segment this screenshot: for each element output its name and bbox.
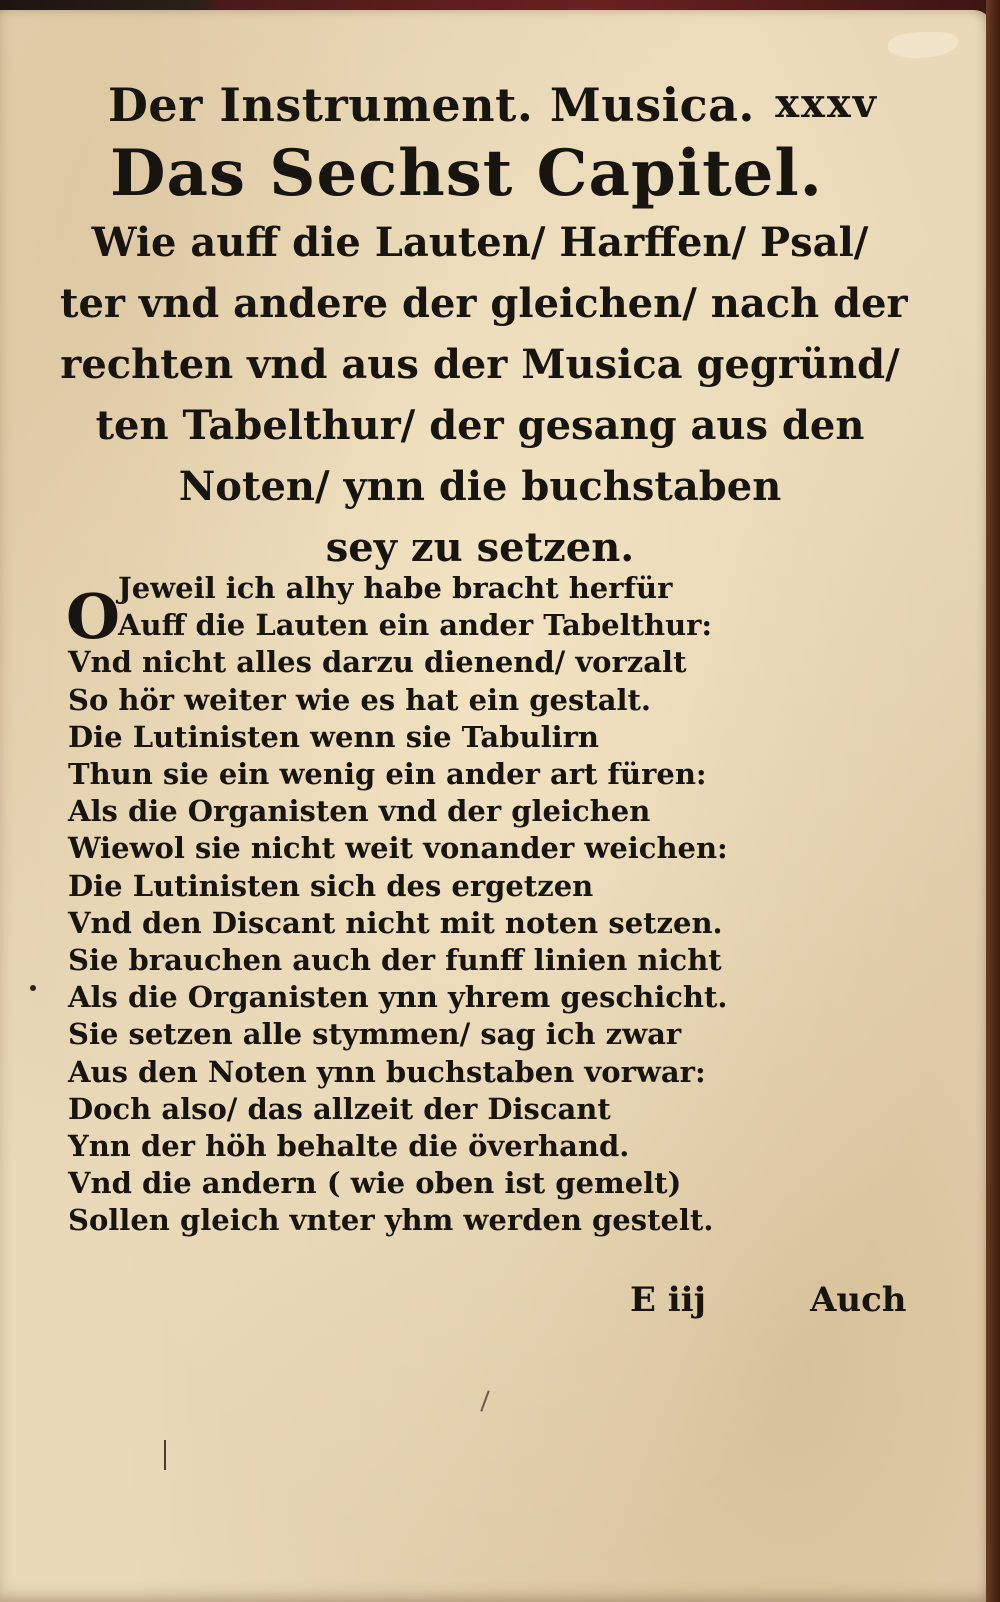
verse-line: Wiewol sie nicht weit vonander weichen: [68,831,728,866]
catchword: Auch [810,1280,907,1320]
chapter-heading: Das Sechst Capitel. [110,136,823,211]
subtitle-line: Wie auff die Lauten/ Harffen/ Psal/ [91,219,869,266]
signature-mark: E iij [630,1280,706,1320]
running-head [108,78,878,140]
verse-line: Aus den Noten ynn buchstaben vorwar: [68,1054,706,1089]
verse-line: Vnd die andern ( wie oben ist gemelt) [68,1166,682,1201]
verse-line: Sollen gleich vnter yhm werden gestelt. [68,1203,714,1238]
verse-line: So hör weiter wie es hat ein gestalt. [68,682,652,717]
subtitle-line: ten Tabelthur/ der gesang aus den [95,402,865,449]
running-title: Der Instrument. Musica. [108,78,755,132]
verse-line: Sie setzen alle stymmen/ sag ich zwar [68,1017,682,1052]
verse-line: Vnd den Discant nicht mit noten setzen. [68,905,723,940]
verse-line: Auff die Lauten ein ander Tabelthur: [118,608,713,643]
ink-dot [30,985,36,991]
verse-line: Thun sie ein wenig ein ander art füren: [68,757,707,792]
page-tear [888,32,958,58]
subtitle-line: rechten vnd aus der Musica gegründ/ [60,341,900,388]
drop-initial: O [66,580,121,653]
chapter-subtitle [60,212,908,578]
verse-line: Die Lutinisten sich des ergetzen [68,868,594,903]
subtitle-line: Noten/ ynn die buchstaben [178,463,782,510]
verse-block [68,570,868,1240]
book-edge-right [986,0,1000,1602]
verse-line: Vnd nicht alles darzu dienend/ vorzalt [68,645,687,680]
verse-line: Die Lutinisten wenn sie Tabulirn [68,719,599,754]
folio-number: xxxv [775,80,878,127]
ink-stroke [164,1440,166,1470]
subtitle-line: ter vnd andere der gleichen/ nach der [60,280,908,327]
verse-line: Doch also/ das allzeit der Discant [68,1091,611,1126]
verse-line: Jeweil ich alhy habe bracht herfür [118,571,673,605]
subtitle-line: sey zu setzen. [325,524,635,571]
verse-line: Sie brauchen auch der funff linien nicht [68,943,722,978]
verse-line: Als die Organisten vnd der gleichen [68,794,651,829]
verse-line: Als die Organisten ynn yhrem geschicht. [68,980,728,1015]
verse-line: Ynn der höh behalte die överhand. [68,1129,630,1164]
